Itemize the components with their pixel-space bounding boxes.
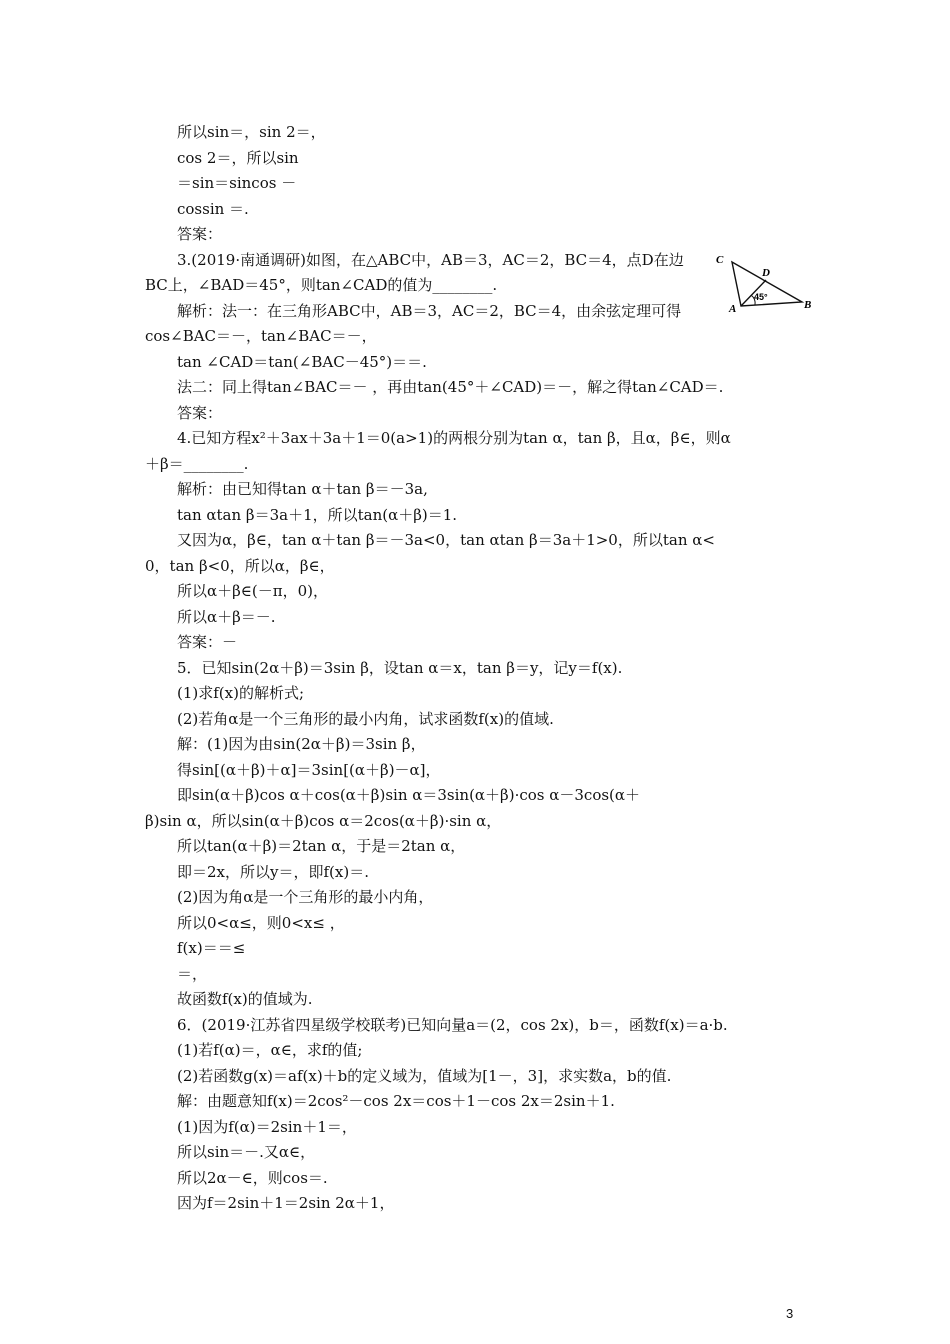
triangle-figure [714,250,814,314]
text-line: (1)因为f(α)＝2sin＋1＝， [177,1117,357,1136]
text-line: 法二：同上得tan∠BAC＝－ ，再由tan(45°＋∠CAD)＝－，解之得tan∠CAD＝. [177,378,724,396]
text-line: 所以2α－∈，则cos＝. [177,1168,328,1187]
text-line: (2)若函数g(x)＝af(x)＋b的定义域为，值域为[1－，3]，求实数a，b的值. [177,1066,672,1085]
text-line: (1)求f(x)的解析式; [177,684,305,702]
text-line: 所以sin＝，sin 2＝， [177,123,326,141]
text-line: 所以α＋β∈(－π，0)， [177,582,329,600]
question-6: 6．(2019·江苏省四星级学校联考)已知向量a＝(2，cos 2x)，b＝，函数f(x)＝a·b. [177,1015,728,1034]
text-line: 即sin(α＋β)cos α＋cos(α＋β)sin α＝3sin(α＋β)·cos α－3cos(α＋ [177,786,641,804]
text-line: 所以0<α≤，则0<x≤ ， [177,913,345,932]
text-line: 即＝2x，所以y＝，即f(x)＝. [177,862,369,881]
document-body [145,120,810,1217]
text-line: (1)若f(α)＝，α∈，求f的值; [177,1041,363,1059]
text-line: 故函数f(x)的值域为. [177,990,313,1008]
question-4: 4.已知方程x²＋3ax＋3a＋1＝0(a>1)的两根分别为tan α，tan β，且α，β∈，则α [177,429,731,447]
label-b: B [804,299,812,311]
text-line: tan ∠CAD＝tan(∠BAC－45°)＝＝. [177,352,427,371]
text-line: 所以tan(α＋β)＝2tan α，于是＝2tan α， [177,837,466,855]
text-line: 因为f＝2sin＋1＝2sin 2α＋1， [177,1194,395,1212]
text-line: 解：由题意知f(x)＝2cos²－cos 2x＝cos＋1－cos 2x＝2sin＋1. [177,1092,615,1110]
text-line: 所以sin＝－.又α∈， [177,1143,316,1161]
text-line: cos 2＝，所以sin [177,148,299,167]
angle-label: 45° [754,292,768,302]
text-line: f(x)＝＝≤ [177,939,246,957]
text-line: ＋β＝________. [145,454,249,473]
text-line: cossin ＝. [177,199,249,218]
text-line: 得sin[(α＋β)＋α]＝3sin[(α＋β)－α]， [177,760,441,779]
label-d: D [762,267,770,279]
text-line: BC上，∠BAD＝45°，则tan∠CAD的值为________. [145,276,498,294]
text-line: 又因为α，β∈，tan α＋tan β＝－3a<0，tan αtan β＝3a＋1>0，所以tan α< [177,531,715,549]
text-line: tan αtan β＝3a＋1，所以tan(α＋β)＝1. [177,505,458,524]
text-line: (2)因为角α是一个三角形的最小内角， [177,888,434,906]
answer-label: 答案： [177,403,223,422]
text-line: 所以α＋β＝－. [177,607,276,626]
text-line: 0，tan β<0，所以α，β∈， [145,556,335,575]
text-line: ＝， [177,964,208,983]
text-line: β)sin α，所以sin(α＋β)cos α＝2cos(α＋β)·sin α， [145,811,502,830]
text-line: cos∠BAC＝－，tan∠BAC＝－， [145,327,377,345]
label-a: A [729,303,737,314]
text-line: 解析：由已知得tan α＋tan β＝－3a, [177,480,428,498]
page-number: 3 [786,1306,794,1321]
answer-label: 答案： [177,225,223,243]
text-line: 解：(1)因为由sin(2α＋β)＝3sin β， [177,735,426,753]
question-3: 3.(2019·南通调研)如图，在△ABC中，AB＝3，AC＝2，BC＝4，点D在边 [177,250,684,269]
text-line: (2)若角α是一个三角形的最小内角，试求函数f(x)的值域. [177,709,554,728]
question-5: 5．已知sin(2α＋β)＝3sin β，设tan α＝x，tan β＝y，记y＝f(x). [177,658,623,677]
text-line: 解析：法一：在三角形ABC中，AB＝3，AC＝2，BC＝4，由余弦定理可得 [177,301,682,320]
answer-label: 答案：－ [177,633,238,651]
label-c: C [716,254,724,266]
text-line: ＝sin＝sincos － [177,174,297,192]
